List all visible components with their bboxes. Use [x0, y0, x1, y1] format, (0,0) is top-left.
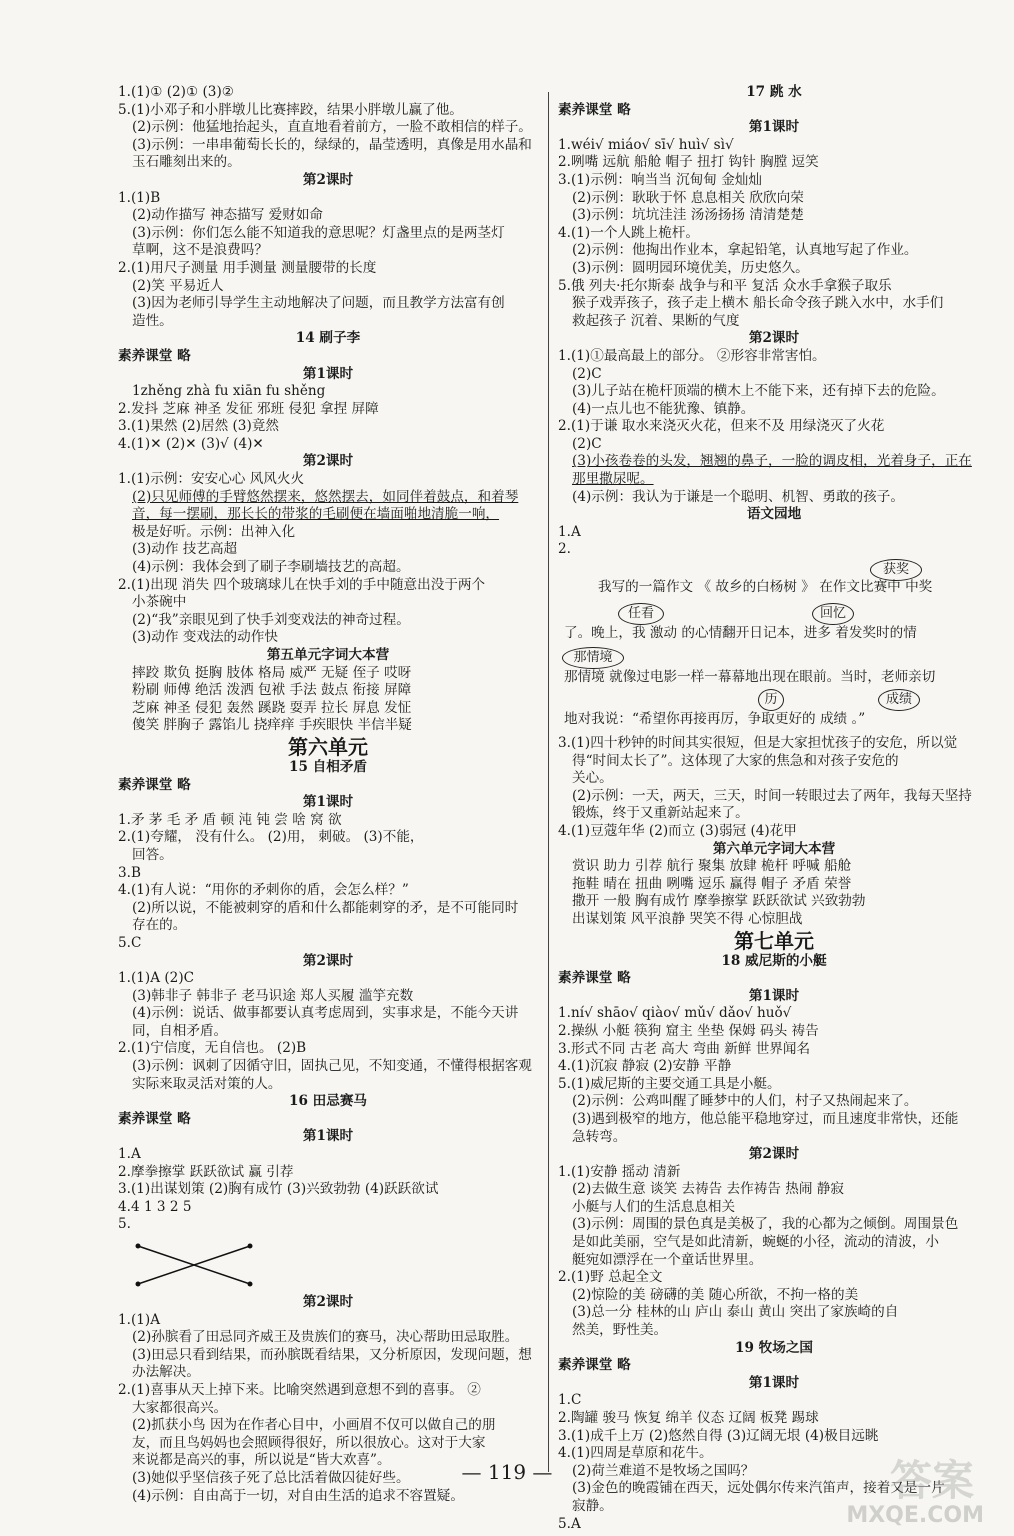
answer-continuation: (2)抓获小鸟 因为在作者心目中，小画眉不仅可以做自己的朋	[132, 1417, 496, 1434]
matching-lines-figure	[118, 1234, 538, 1294]
answer-continuation: (3)示例：周围的景色真是美极了，我的心都为之倾倒。周围景色	[572, 1216, 959, 1233]
answer-continuation: (3)小孩卷卷的头发，翘翘的鼻子，一脸的调皮相，光着身子，正在	[572, 453, 972, 470]
answer-continuation: 实际来取灵活对策的人。	[132, 1075, 282, 1092]
section-heading: 16 田忌赛马	[288, 1093, 368, 1110]
answer-continuation: (2)所以说，不能被刺穿的盾和什么都能刺穿的矛，是不可能同时	[132, 899, 519, 916]
answer-line: 3.(1)成千上万 (2)悠然自得 (3)辽阔无垠 (4)极目远眺	[558, 1427, 879, 1444]
answer-continuation: 然美，野性美。	[572, 1322, 668, 1339]
answer-continuation: 1zhěng zhà fu xiān fu shěng	[132, 383, 326, 400]
answer-continuation: (3)示例：圆明园环境优美，历史悠久。	[572, 259, 809, 276]
practice-note: 素养课堂 略	[558, 970, 631, 987]
answer-line: 1.(1)① (2)① (3)②	[118, 84, 234, 100]
answer-line: 5.A	[558, 1515, 581, 1532]
answer-continuation: (3)动作 技艺高超	[132, 541, 238, 558]
section-heading: 第2课时	[302, 1294, 354, 1310]
answer-continuation: 撒开 一般 胸有成竹 摩拳擦掌 跃跃欲试 兴致勃勃	[572, 893, 866, 910]
answer-continuation: (2)示例：他猛地抬起头，直直地看着前方，一脸不敢相信的样子。	[132, 119, 532, 136]
section-heading: 19 牧场之国	[734, 1339, 814, 1356]
practice-note: 素养课堂 略	[558, 101, 631, 118]
answer-line: 1.(1)示例：安安心心 风风火火	[118, 471, 305, 488]
section-heading: 第六单元字词大本营	[712, 840, 836, 857]
answer-continuation: (2)动作描写 神态描写 爱财如命	[132, 207, 324, 224]
watermark-text: MXQE.COM	[846, 1503, 984, 1528]
answer-continuation: 赏识 助力 引荐 航行 聚集 放肆 桅杆 呼喊 船舱	[572, 858, 852, 875]
answer-line: 5.C	[118, 934, 142, 951]
answer-continuation: 救起孩子 沉着、果断的气度	[572, 312, 740, 329]
answer-line: 4.(1)沉寂 静寂 (2)安静 平静	[558, 1058, 732, 1075]
answer-line: 2.(1)出现 消失 四个玻璃球儿在快手刘的手中随意出没于两个	[118, 576, 486, 593]
answer-continuation: (3)示例：一串串葡萄长长的，绿绿的，晶莹透明，真像是用水晶和	[132, 136, 532, 153]
answer-continuation: (2)荷兰难道不是牧场之国吗？	[572, 1462, 755, 1479]
section-heading: 第2课时	[302, 952, 354, 969]
answer-continuation: (2)孙膑看了田忌同齐威王及贵族们的赛马，决心帮助田忌取胜。	[132, 1329, 519, 1346]
answer-line: 4.(1)有人说：“用你的矛刺你的盾，会怎么样？”	[118, 882, 409, 899]
answer-continuation: 玉石雕刻出来的。	[132, 154, 241, 171]
answer-line: 2.陶罐 骏马 恢复 绵羊 仪态 辽阔 板凳 踢球	[558, 1410, 819, 1426]
correction-mark: 回忆	[812, 603, 854, 625]
answer-line: 2.	[558, 541, 571, 558]
answer-continuation: 关心。	[572, 770, 613, 787]
answer-continuation: (3)示例：你们怎么能不知道我的意思呢？灯盏里点的是两茎灯	[132, 224, 505, 241]
answer-line: 4.(1)一个人跳上桅杆。	[558, 224, 699, 241]
answer-continuation: (3)动作 变戏法的动作快	[132, 629, 278, 646]
answer-continuation: 芝麻 神圣 侵犯 轰然 蹊跷 耍弄 拉长 屏息 发怔	[132, 699, 412, 716]
correction-mark: 获奖	[870, 559, 922, 581]
answer-continuation: (3)她似乎坚信孩子死了总比活着做囚徒好些。	[132, 1469, 410, 1486]
answer-continuation: 那里撒尿呢。	[572, 471, 654, 488]
answer-continuation: 艇宛如漂浮在一个童话世界里。	[572, 1251, 763, 1268]
answer-continuation: (3)示例：讽刺了因循守旧，固执己见，不知变通，不懂得根据客观	[132, 1058, 532, 1075]
answer-continuation: 草啊，这不是浪费吗？	[132, 242, 268, 259]
answer-continuation: (4)示例：自由高于一切，对自由生活的追求不容置疑。	[132, 1487, 464, 1504]
section-heading: 18 威尼斯的小艇	[721, 952, 827, 969]
answer-continuation: 造性。	[132, 312, 173, 329]
answer-line: 1.(1)安静 摇动 清新	[558, 1163, 681, 1180]
column-divider	[548, 92, 549, 1472]
section-heading: 14 刷子李	[295, 330, 361, 347]
answer-continuation: (4)示例：我认为于谦是一个聪明、机智、勇敢的孩子。	[572, 488, 904, 505]
section-heading: 第2课时	[302, 171, 354, 188]
answer-line: 1.A	[118, 1146, 141, 1163]
answer-line: 5.俄 列夫·托尔斯泰 战争与和平 复活 众水手拿猴子取乐	[558, 277, 892, 294]
answer-line: 3.(1)四十秒钟的时间其实很短，但是大家担忧孩子的安危，所以觉	[558, 735, 958, 752]
answer-continuation: (3)田忌只看到结果，而孙膑既看结果，又分析原因，发现问题，想	[132, 1346, 532, 1363]
answer-line: 2.(1)喜事从天上掉下来。比喻突然遇到意想不到的喜事。 ②	[118, 1381, 481, 1398]
answer-continuation: (3)示例：坑坑洼洼 汤汤扬扬 清清楚楚	[572, 207, 804, 224]
answer-continuation: (2)惊险的美 磅礴的美 随心所欲，不拘一格的美	[572, 1286, 859, 1303]
answer-line: 3.(1)果然 (2)居然 (3)竟然	[118, 418, 279, 435]
answer-line: 3.B	[118, 864, 141, 881]
answer-line: 2.咧嘴 远航 船舱 帽子 扭打 钩针 胸膛 逗笑	[558, 154, 819, 171]
section-heading: 语文园地	[746, 506, 802, 523]
correction-mark: 成绩	[878, 689, 920, 711]
answer-continuation: 音，每一摆刷，那长长的带浆的毛刷便在墙面啪地清脆一响，	[132, 506, 500, 523]
answer-continuation: 回答。	[132, 846, 173, 863]
answer-continuation: (2)去做生意 谈笑 去祷告 去作祷告 热闹 静寂	[572, 1181, 844, 1198]
answer-continuation: (3)儿子站在桅杆顶端的横木上不能下来，还有掉下去的危险。	[572, 383, 945, 400]
practice-note: 素养课堂 略	[118, 776, 191, 793]
answer-continuation: (2)只见师傅的手臂悠然摆来，悠然摆去，如同伴着鼓点，和着琴	[132, 488, 519, 505]
answer-continuation: (2)示例：公鸡叫醒了睡梦中的人们，村子又热闹起来了。	[572, 1093, 918, 1110]
essay-line: 了。晚上，我 激动 的心情翻开日记本，进多 着发奖时的情	[564, 625, 917, 642]
section-heading: 17 跳 水	[746, 84, 802, 100]
practice-note: 素养课堂 略	[558, 1357, 631, 1374]
left-column	[118, 84, 538, 1505]
unit-heading: 第七单元	[734, 928, 814, 953]
answer-line: 4.(1)豆蔻年华 (2)而立 (3)弱冠 (4)花甲	[558, 823, 797, 839]
answer-line: 2.(1)宁信度，无自信也。 (2)B	[118, 1040, 307, 1057]
answer-line: 1.(1)B	[118, 189, 161, 206]
section-heading: 第五单元字词大本营	[266, 647, 390, 663]
answer-line: 1.C	[558, 1392, 582, 1409]
answer-line: 2.发抖 芝麻 神圣 发征 邪班 侵犯 拿捏 屏障	[118, 400, 379, 417]
answer-continuation: 同，自相矛盾。	[132, 1022, 228, 1039]
answer-line: 2.操纵 小艇 筷狗 窟主 坐垫 保姆 码头 祷告	[558, 1022, 819, 1039]
answer-continuation: (4)示例：说话、做事都要认真考虑周到，实事求是，不能今天讲	[132, 1005, 519, 1022]
answer-continuation: (2)笑 平易近人	[132, 277, 224, 294]
essay-line: 那情境 就像过电影一样一幕幕地出现在眼前。当时，老师亲切	[564, 669, 936, 686]
answer-continuation: 锻炼，终于又重新站起来了。	[572, 805, 749, 822]
section-heading: 第1课时	[302, 1128, 354, 1145]
answer-line: 1.A	[558, 523, 581, 540]
essay-line: 地对我说：“希望你再接再厉，争取更好的 成绩 。”	[564, 711, 866, 728]
answer-line: 1.(1)A	[118, 1311, 161, 1328]
section-heading: 第1课时	[748, 119, 800, 136]
section-heading: 第2课时	[748, 1146, 800, 1163]
answer-continuation: 傻笑 胖胸子 露馅儿 挠痒痒 手疾眼快 半信半疑	[132, 717, 412, 734]
answer-line: 2.摩拳擦掌 跃跃欲试 赢 引荐	[118, 1163, 294, 1180]
answer-line: 5.(1)威尼斯的主要交通工具是小艇。	[558, 1075, 781, 1092]
answer-continuation: (3)韩非子 韩非子 老马识途 郑人买履 滥竽充数	[132, 987, 414, 1004]
answer-line: 2.(1)用尺子测量 用手测量 测量腰带的长度	[118, 259, 377, 276]
answer-line: 3.(1)示例：响当当 沉甸甸 金灿灿	[558, 171, 762, 188]
answer-continuation: (2)“我”亲眼见到了快手刘变戏法的神奇过程。	[132, 611, 410, 628]
answer-line: 4.(1)四周是草原和花牛。	[558, 1445, 713, 1462]
answer-line: 1.(1)A (2)C	[118, 970, 195, 987]
answer-continuation: 友，而且鸟妈妈也会照顾得很好，所以很放心。这对于大家	[132, 1434, 486, 1451]
answer-continuation: (2)示例：耿耿于怀 息息相关 欣欣向荣	[572, 189, 804, 206]
answer-continuation: 得“时间太长了”。这体现了大家的焦急和对孩子安危的	[572, 752, 899, 769]
answer-line: 1.矛 茅 毛 矛 盾 顿 沌 钝 尝 啥 窝 欲	[118, 811, 342, 828]
section-heading: 15 自相矛盾	[288, 758, 368, 775]
watermark	[794, 1448, 984, 1528]
page-number: — 119 —	[461, 1460, 553, 1484]
answer-continuation: 来说都是高兴的事，所以说是“皆大欢喜”。	[132, 1452, 391, 1469]
answer-continuation: (2)示例：一天，两天，三天，时间一转眼过去了两年，我每天坚持	[572, 787, 972, 804]
answer-continuation: 拖鞋 晴在 扭曲 咧嘴 逗乐 赢得 帽子 矛盾 荣誉	[572, 875, 852, 892]
answer-line: 1.wéi√ miáo√ sī√ huì√ sì√	[558, 136, 734, 153]
answer-line: 5.(1)小邓子和小胖墩儿比赛摔跤，结果小胖墩儿赢了他。	[118, 101, 463, 118]
answer-continuation: 寂静。	[572, 1497, 613, 1514]
answer-continuation: (4)示例：我体会到了刷子李刷墙技艺的高超。	[132, 559, 410, 576]
answer-line: 1.ní√ shāo√ qiào√ mǔ√ dǎo√ huǒ√	[558, 1005, 792, 1022]
practice-note: 素养课堂 略	[118, 347, 191, 364]
answer-continuation: (3)遇到极窄的地方，他总能平稳地穿过，而且速度非常快，还能	[572, 1110, 959, 1127]
answer-continuation: 大家都很高兴。	[132, 1399, 228, 1416]
watermark-logo: 答案	[889, 1456, 974, 1505]
answer-continuation: 小茶碗中	[132, 594, 187, 611]
correction-mark: 任看	[618, 603, 664, 625]
section-heading: 第2课时	[748, 330, 800, 347]
answer-continuation: (3)总一分 桂林的山 庐山 泰山 黄山 突出了家族崎的自	[572, 1304, 899, 1321]
answer-continuation: 是如此美丽，空气是如此清新，蜿蜒的小径，流动的清波，小	[572, 1234, 940, 1251]
answer-line: 4.(1)✕ (2)✕ (3)√ (4)✕	[118, 435, 264, 452]
answer-continuation: 出谋划策 风平浪静 哭笑不得 心惊胆战	[572, 910, 803, 927]
answer-line: 2.(1)夸耀， 没有什么。 (2)用， 刺破。 (3)不能，	[118, 829, 424, 846]
section-heading: 第1课时	[302, 794, 354, 811]
section-heading: 第1课时	[748, 987, 800, 1004]
answer-continuation: (2)C	[572, 365, 602, 382]
answer-continuation: 急转弯。	[572, 1128, 627, 1145]
answer-continuation: (2)C	[572, 435, 602, 452]
answer-continuation: 猴子戏弄孩子，孩子走上横木 船长命令孩子跳入水中，水手们	[572, 295, 944, 312]
matching-lines	[132, 1234, 272, 1294]
correction-mark: 那情境	[562, 647, 624, 669]
right-column	[558, 84, 990, 1533]
answer-line: 5.	[118, 1216, 131, 1233]
answer-continuation: 极是好听。示例：出神入化	[132, 523, 296, 540]
answer-line: 2.(1)野 总起全文	[558, 1269, 663, 1286]
essay-line: 我写的一篇作文 《 故乡的白杨树 》 在作文比赛中 中奖	[598, 579, 933, 596]
answer-continuation: (4)一点儿也不能犹豫、镇静。	[572, 400, 755, 417]
practice-note: 素养课堂 略	[118, 1110, 191, 1127]
answer-line: 4.4 1 3 2 5	[118, 1198, 192, 1215]
essay-correction-figure	[558, 559, 990, 735]
answer-continuation: 小艇与人们的生活息息相关	[572, 1198, 736, 1215]
answer-continuation: (2)示例：他掏出作业本，拿起铅笔，认真地写起了作业。	[572, 242, 918, 259]
answer-line: 2.(1)于谦 取水来浇灭火花，但来不及 用绿浇灭了火花	[558, 418, 885, 435]
answer-continuation: (3)因为老师引导学生主动地解决了问题，而且教学方法富有创	[132, 295, 505, 312]
section-heading: 第2课时	[302, 453, 354, 470]
correction-mark: 历	[758, 689, 784, 711]
answer-line: 1.(1)①最高最上的部分。 ②形容非常害怕。	[558, 347, 826, 364]
section-heading: 第1课时	[748, 1374, 800, 1391]
answer-continuation: 办法解决。	[132, 1364, 200, 1381]
answer-continuation: 粉刷 师傅 绝活 泼洒 包袱 手法 鼓点 衔接 屏障	[132, 682, 412, 699]
section-heading: 第1课时	[302, 365, 354, 382]
answer-continuation: (3)金色的晚霞铺在西天，远处偶尔传来汽笛声，接着又是一片	[572, 1480, 945, 1497]
unit-heading: 第六单元	[288, 734, 368, 759]
answer-line: 3.(1)出谋划策 (2)胸有成竹 (3)兴致勃勃 (4)跃跃欲试	[118, 1181, 439, 1198]
answer-continuation: 存在的。	[132, 917, 187, 934]
answer-continuation: 摔跤 欺负 挺胸 肢体 格局 威严 无疑 侄子 哎呀	[132, 664, 412, 681]
answer-line: 3.形式不同 古老 高大 弯曲 新鲜 世界闻名	[558, 1040, 811, 1057]
